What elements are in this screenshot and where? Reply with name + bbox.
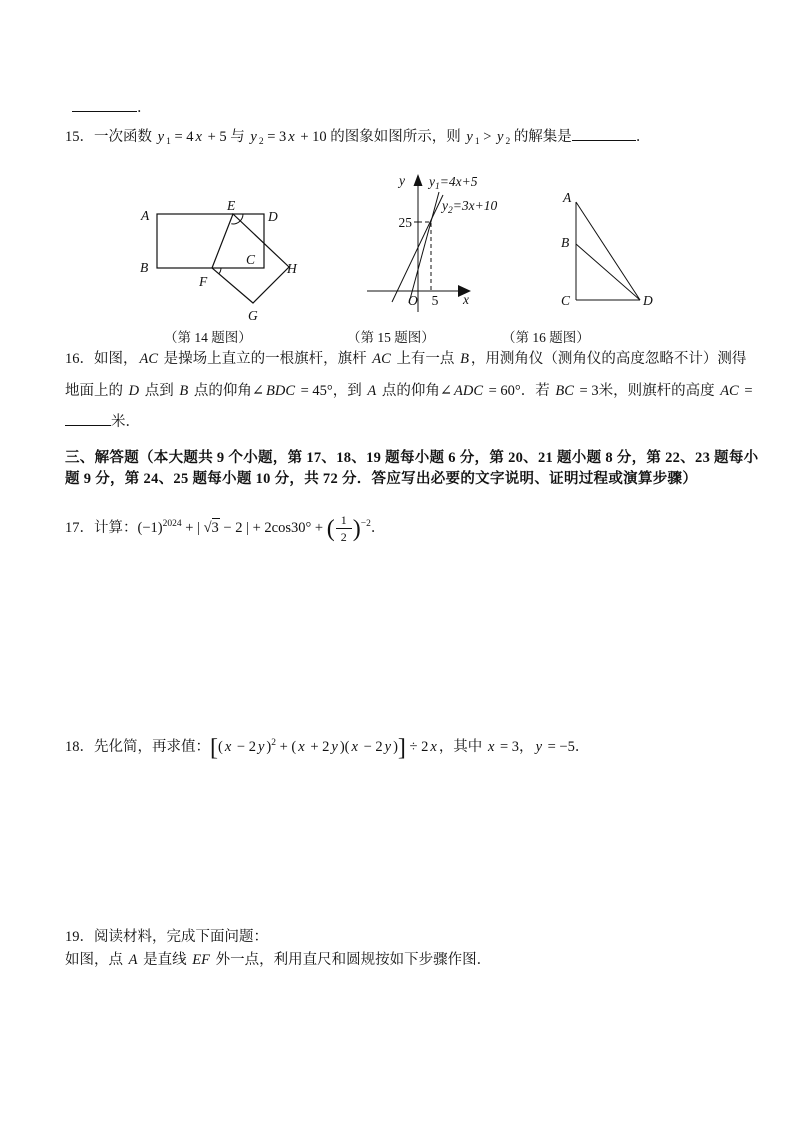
figure-q16 (553, 183, 668, 313)
figure-q15 (363, 168, 503, 318)
q15-label-x: x (463, 292, 469, 307)
q16-label-D: D (643, 293, 653, 308)
q15-line-y1 (409, 192, 439, 303)
q14-label-C: C (246, 252, 256, 267)
q16-label-C: C (561, 293, 571, 308)
caption-fig14: （第 14 题图） (164, 330, 252, 345)
caption-fig15: （第 15 题图） (347, 330, 435, 345)
q14-label-A: A (141, 208, 150, 223)
q15-eq2-label: $y_2=3x+10$ (442, 198, 498, 216)
q14-label-H: H (287, 261, 297, 276)
q16-segment-AD (576, 202, 640, 300)
q16-segment-BD (576, 244, 640, 300)
question-19-line2: 如图，点 A 是直线 EF 外一点，利用直尺和圆规按如下步骤作图． (65, 952, 492, 968)
question-17-text: 17．计算：$(-1)^{2024}$ + | √3 − 2 | + 2cos30° + ( $\frac{1}{2}$ )$^{-2}$． (65, 512, 386, 544)
q14-label-G: G (248, 308, 258, 323)
q15-eq1-label: $y_1=4x+5$ (429, 174, 478, 192)
q14-label-D: D (268, 209, 278, 224)
answer-blank-top: ． (72, 97, 152, 118)
section-header-line2: 题 9 分，第 24、25 题每小题 10 分，共 72 分．答应写出必要的文字说明、证明过程或演算步骤） (65, 471, 698, 487)
q14-label-E: E (227, 198, 236, 213)
q15-tick-25: 25 (398, 215, 412, 230)
q14-label-F: F (199, 274, 208, 289)
question-15-text: 15．一次函数 y $_1$ = 4 x + 5 与 y $_2$ = 3 x + 10 的图象如图所示，则 y $_1$ > y $_2$ 的解集是 ． (65, 126, 650, 152)
q14-angle-arc-F (219, 268, 221, 274)
q15-tick-5: 5 (431, 293, 439, 308)
q15-dashed-guides (418, 222, 431, 291)
q16-label-B: B (561, 235, 570, 250)
q15-y-axis-arrow (414, 174, 423, 186)
question-19-line1: 19．阅读材料，完成下面问题： (65, 929, 268, 945)
question-16-line2: 地面上的 D 点到 B 点的仰角∠ BDC = 45°，到 A 点的仰角∠ ADC = 60°．若 BC = 3米，则旗杆的高度 AC = (65, 383, 753, 399)
q15-label-y: y (399, 173, 405, 188)
q16-label-A: A (563, 190, 572, 205)
q15-label-O: O (408, 293, 418, 308)
figure-q14 (136, 196, 306, 324)
question-16-line3: 米． (65, 411, 140, 432)
section-header-line1: 三、解答题（本大题共 9 个小题，第 17、18、19 题每小题 6 分，第 20、21 题小题 8 分，第 22、23 题每小 (65, 450, 759, 466)
question-16-line1: 16．如图， AC 是操场上直立的一根旗杆，旗杆 AC 上有一点 B ，用测角仪（测角仪的高度忽略不计）测得 (65, 351, 747, 367)
question-18-text: 18．先化简，再求值：[( x − 2 y )$^2$ + ( x + 2 y )( x − 2 y )] ÷ 2 x ，其中 x = 3， y = −5． (65, 734, 590, 761)
caption-fig16: （第 16 题图） (502, 330, 590, 345)
q14-label-B: B (140, 260, 149, 275)
